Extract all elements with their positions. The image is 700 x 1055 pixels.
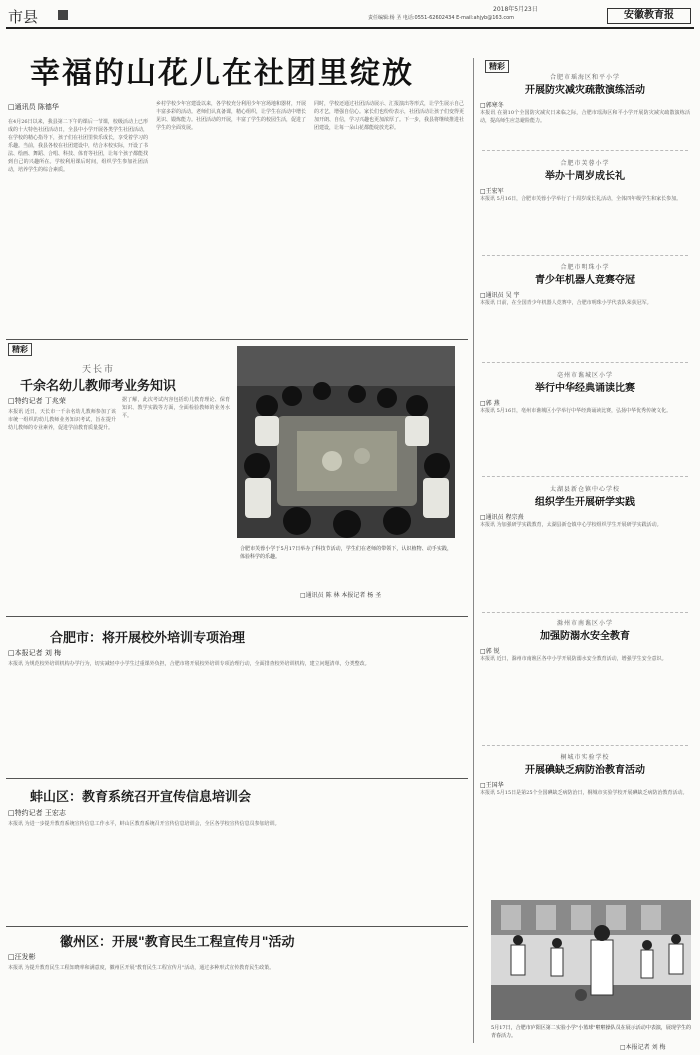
sidebar-title: 开展碘缺乏病防治教育活动 [525,765,645,776]
sidebar-school: 太湖县新仓镇中心学校 [549,486,620,493]
sidebar-divider [482,255,688,256]
story-headline-hefei: 合肥市：将开展校外培训专项治理 [50,631,246,646]
middle-byline: □特约记者 丁兆荣 [8,397,66,405]
sidebar-article-4 [480,370,690,447]
middle-text-2: 据了解，此次考试内容包括幼儿教育理论、保育知识、教学实践等方面，全面检验教师的业务水平。 [122,397,230,419]
masthead-logo: 安徽教育报 [607,8,691,24]
photo-byline: □通讯员 陈 林 本报记者 杨 圣 [300,592,382,599]
section-label: 市县 [8,8,39,26]
section-bar [58,10,68,20]
story-headline-bengshan: 蚌山区：教育系统召开宣传信息培训会 [30,790,252,805]
sidebar-byline: □郭 燕 [480,400,500,407]
main-col-3: 同时，学校还通过社团活动展示、汇报演出等形式，让学生展示自己的才艺，增强自信心。家长们也纷纷表示，社团活动让孩子们变得更加开朗、自信，学习兴趣也更加浓厚了。下一步，我县将继续推进社团建设，让每一朵山花都能绽放光彩。 [314,101,464,131]
sidebar-byline: □王国华 [480,782,504,789]
sidebar-article-2 [480,158,690,245]
sidebar-school: 滁州市南谯区小学 [556,620,613,627]
sidebar-article-3 [480,262,690,339]
sidebar-byline: □郭寒冬 [480,102,504,109]
sidebar-article-5 [480,484,690,591]
sidebar-divider [482,612,688,613]
middle-text-1: 本报讯 近日，天长市一千余名幼儿教师参加了该市统一组织的幼儿教师业务知识考试，旨在提升幼儿教师的专业素养，促进学前教育质量提升。 [8,409,116,431]
middle-headline: 千余名幼儿教师考业务知识 [20,379,177,394]
sidebar-title: 加强防溺水安全教育 [540,631,630,642]
school-activity-photo [237,346,455,538]
sidebar-school: 桐城市实验学校 [560,754,610,761]
issue-date: 2018年5月23日 [493,6,538,13]
story-byline-hefei: □本报记者 刘 梅 [8,649,62,657]
sidebar-divider [482,362,688,363]
main-col-2: 乡村学校少年宫建设以来，各学校充分利用少年宫场地和器材，开展丰富多彩的活动。老师们认真备课，精心组织，让学生在活动中增长见识、锻炼能力。社团活动的开展，丰富了学生的校园生活，促进了学生的全面发展。 [156,101,306,131]
main-bottom-rule [6,339,468,340]
basketball-caption: 5月17日，合肥市庐阳区第二实验小学"小篮球"啦啦操队员在展示活动中表演，展现学生的青春活力。 [491,1025,691,1039]
header-rule [6,27,694,29]
sidebar-text: 本报讯 5月16日，合肥市芙蓉小学举行了十周岁成长礼活动，全体四年级学生和家长参加。 [480,196,682,202]
middle-logo: 精彩 [8,343,32,356]
basketball-illustration [491,900,691,1020]
main-byline: □通讯员 陈德华 [8,103,59,111]
sidebar-divider [482,745,688,746]
sidebar-text: 本报讯 在第10个全国防灾减灾日来临之际，合肥市瑶海区和平小学开展防灾减灾疏散演练活动，提高师生应急避险能力。 [480,110,690,124]
sidebar-text: 本报讯 5月16日，亳州市谯城区小学举行中华经典诵读比赛，弘扬中华优秀传统文化。 [480,408,672,414]
sidebar-title: 开展防灾减灾疏散演练活动 [525,85,645,96]
sidebar-article-6 [480,618,690,725]
sidebar-divider [482,150,688,151]
main-headline: 幸福的山花儿在社团里绽放 [30,56,414,91]
section-header [6,4,694,26]
sidebar-title: 举行中华经典诵读比赛 [535,383,635,394]
story-text-hefei: 本报讯 为规范校外培训机构办学行为，切实减轻中小学生过重课外负担，合肥市将开展校外培训专项治理行动，全面排查校外培训机构，建立问题清单，分类整改。 [8,661,370,667]
story-rule-1 [6,778,468,779]
sidebar-byline: □通讯员 吴 宇 [480,292,520,299]
story-rule-2 [6,926,468,927]
sidebar-school: 合肥市芙蓉小学 [560,160,610,167]
basketball-byline: □本报记者 刘 梅 [620,1044,666,1051]
sidebar-school: 合肥市瑶海区和平小学 [549,74,620,81]
story-byline-huizhou: □汪发彬 [8,953,36,961]
sidebar-divider [482,476,688,477]
basketball-photo [491,900,691,1020]
column-divider [473,58,474,1043]
sidebar-text: 本报讯 日前，在全国青少年机器人竞赛中，合肥市明珠小学代表队荣获冠军。 [480,300,652,306]
story-text-bengshan: 本报讯 为进一步提升教育系统宣传信息工作水平，蚌山区教育系统召开宣传信息培训会，全区各学校宣传信息员参加培训。 [8,821,280,827]
middle-bottom-rule [6,616,468,617]
story-headline-huizhou: 徽州区：开展"教育民生工程宣传月"活动 [60,935,295,950]
sidebar-title: 青少年机器人竞赛夺冠 [535,275,635,286]
sidebar-school: 合肥市明珠小学 [560,264,610,271]
editor-info: 责任编辑:杨 圣 电话:0551-62602434 E-mail:ahjyb@163.com [368,15,515,21]
sidebar-logo: 精彩 [485,60,509,73]
sidebar-title: 举办十周岁成长礼 [545,171,625,182]
sidebar-text: 本报讯 近日，滁州市南谯区各中小学开展防溺水安全教育活动，增强学生安全意识。 [480,656,667,662]
middle-city: 天长市 [82,365,116,375]
sidebar-text: 本报讯 5月15日是第25个全国碘缺乏病防治日，桐城市实验学校开展碘缺乏病防治教育活动。 [480,790,688,796]
sidebar-article-7 [480,752,690,869]
sidebar-school: 亳州市谯城区小学 [556,372,613,379]
sidebar-byline: □通讯员 程宗熹 [480,514,524,521]
sidebar-text: 本报讯 为加强研学实践教育，太湖县新仓镇中心学校组织学生开展研学实践活动。 [480,522,662,528]
story-byline-bengshan: □特约记者 王宏志 [8,809,66,817]
sidebar-title: 组织学生开展研学实践 [535,497,635,508]
photo-illustration [237,346,455,538]
photo-caption: 合肥市芙蓉小学于5月17日举办了科技节活动，学生们在老师的带领下，认识植物、动手实践，体验科学的乐趣。 [240,546,452,560]
sidebar-byline: □王宏军 [480,188,504,195]
story-text-huizhou: 本报讯 为提升教育民生工程知晓率和满意度，徽州区开展"教育民生工程宣传月"活动，通过多种形式宣传教育民生政策。 [8,965,275,971]
sidebar-article-1 [480,72,690,149]
sidebar-byline: □郭 锐 [480,648,500,655]
main-col-1: 在4月26日以来，我县第二下午的课后一节课，校级活动上已形成的十大特色社团活动日，全县中小学开展各类学生社团活动，在学校的精心指导下，孩子们在社团里快乐成长，享受着学习的乐趣。当前，我县各校在社团建设中，结合本校实际，开设了书法、绘画、舞蹈、合唱、科技、体育等社团，让每个孩子都能找到自己的兴趣所在。学校利用课后时间，组织学生参加社团活动，培养学生的综合素质。 [8,119,148,173]
